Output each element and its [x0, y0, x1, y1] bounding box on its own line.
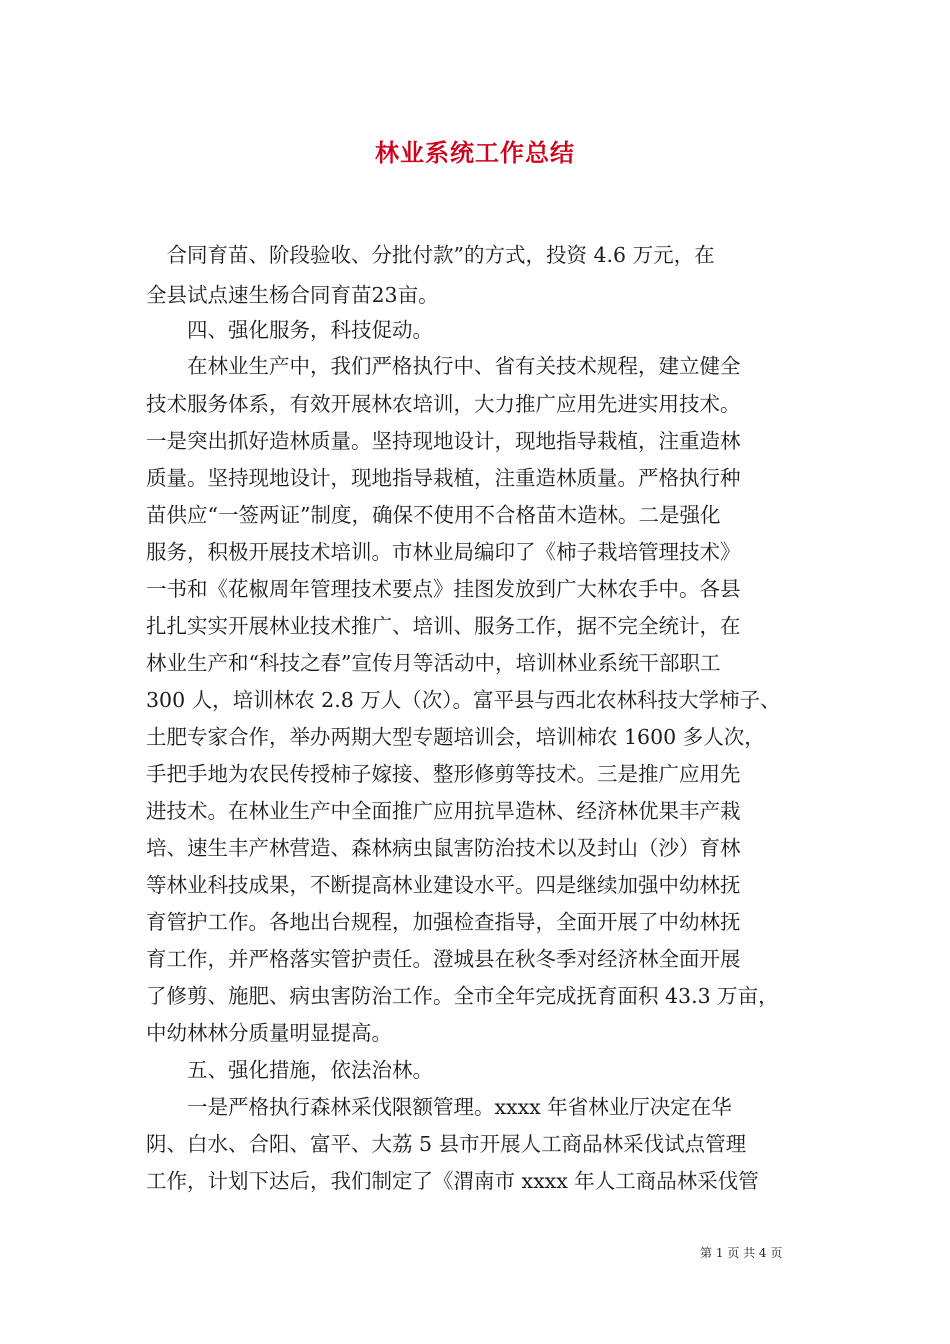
body-line: 一是严格执行森林采伐限额管理。xxxx 年省林业厅决定在华 — [146, 1095, 732, 1119]
body-line: 扎扎实实开展林业技术推广、培训、服务工作，据不完全统计，在 — [146, 614, 741, 638]
body-line: 培、速生丰产林营造、森林病虫鼠害防治技术以及封山（沙）育林 — [146, 836, 741, 860]
body-line: 300 人，培训林农 2.8 万人（次）。富平县与西北农林科技大学柿子、 — [146, 688, 781, 712]
body-line: 中幼林林分质量明显提高。 — [146, 1021, 392, 1045]
body-line: 林业生产和“科技之春”宣传月等活动中，培训林业系统干部职工 — [146, 651, 721, 675]
body-line: 质量。坚持现地设计，现地指导栽植，注重造林质量。严格执行种 — [146, 466, 741, 490]
body-line: 育工作，并严格落实管护责任。澄城县在秋冬季对经济林全面开展 — [146, 947, 741, 971]
body-line: 技术服务体系，有效开展林农培训，大力推广应用先进实用技术。 — [146, 392, 741, 416]
document-title: 林业系统工作总结 — [375, 139, 575, 167]
body-line: 苗供应“一签两证”制度，确保不使用不合格苗木造林。二是强化 — [146, 503, 721, 527]
body-line: 进技术。在林业生产中全面推广应用抗旱造林、经济林优果丰产栽 — [146, 799, 741, 823]
body-line: 手把手地为农民传授柿子嫁接、整形修剪等技术。三是推广应用先 — [146, 762, 741, 786]
body-line: 等林业科技成果，不断提高林业建设水平。四是继续加强中幼林抚 — [146, 873, 741, 897]
body-line: 阴、白水、合阳、富平、大荔 5 县市开展人工商品林采伐试点管理 — [146, 1132, 747, 1156]
section-heading: 五、强化措施，依法治林。 — [146, 1058, 433, 1082]
body-line: 育管护工作。各地出台规程，加强检查指导，全面开展了中幼林抚 — [146, 910, 741, 934]
section-heading: 四、强化服务，科技促动。 — [146, 318, 433, 342]
body-line: 合同育苗、阶段验收、分批付款”的方式，投资 4.6 万元，在 — [146, 243, 715, 267]
body-line: 一书和《花椒周年管理技术要点》挂图发放到广大林农手中。各县 — [146, 577, 741, 601]
body-line: 了修剪、施肥、病虫害防治工作。全市全年完成抚育面积 43.3 万亩， — [146, 984, 779, 1008]
page-number: 第 1 页 共 4 页 — [700, 1246, 783, 1260]
body-line: 服务，积极开展技术培训。市林业局编印了《柿子栽培管理技术》 — [146, 540, 741, 564]
body-line: 在林业生产中，我们严格执行中、省有关技术规程，建立健全 — [146, 354, 741, 378]
body-line: 工作，计划下达后，我们制定了《渭南市 xxxx 年人工商品林采伐管 — [146, 1169, 759, 1193]
body-line: 全县试点速生杨合同育苗23亩。 — [146, 283, 439, 307]
body-line: 土肥专家合作，举办两期大型专题培训会，培训柿农 1600 多人次， — [146, 725, 765, 749]
body-line: 一是突出抓好造林质量。坚持现地设计，现地指导栽植，注重造林 — [146, 429, 741, 453]
